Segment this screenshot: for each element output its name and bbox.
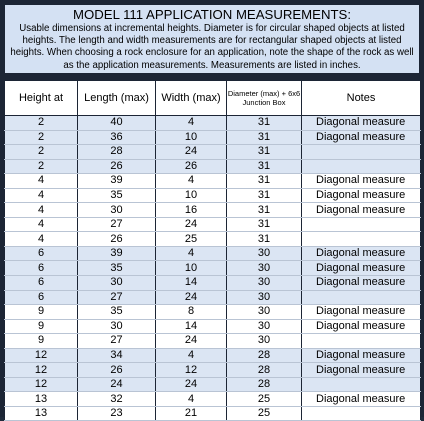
length-cell: 23 (78, 406, 156, 421)
height-cell: 4 (5, 232, 78, 247)
table-row (5, 188, 421, 203)
width-cell: 4 (156, 246, 227, 261)
length-cell: 40 (78, 116, 156, 131)
notes-cell (302, 232, 421, 247)
table-row (5, 377, 421, 392)
table-row (5, 203, 421, 218)
length-cell: 27 (78, 217, 156, 232)
width-cell: 4 (156, 348, 227, 363)
notes-cell (302, 334, 421, 349)
height-cell: 9 (5, 305, 78, 320)
table-row (5, 276, 421, 291)
diameter-cell: 31 (227, 174, 302, 189)
height-cell: 2 (5, 130, 78, 145)
notes-cell (302, 217, 421, 232)
diameter-cell: 31 (227, 130, 302, 145)
diameter-cell: 28 (227, 348, 302, 363)
width-cell: 24 (156, 377, 227, 392)
table-row (5, 217, 421, 232)
table-row (5, 174, 421, 189)
height-cell: 12 (5, 377, 78, 392)
notes-cell (302, 159, 421, 174)
height-cell: 2 (5, 145, 78, 160)
diameter-cell: 25 (227, 406, 302, 421)
table-row (5, 130, 421, 145)
width-cell: 24 (156, 145, 227, 160)
column-header-height: Height at (5, 81, 78, 116)
width-cell: 14 (156, 319, 227, 334)
width-cell: 24 (156, 334, 227, 349)
notes-cell: Diagonal measure (302, 276, 421, 291)
width-cell: 26 (156, 159, 227, 174)
width-cell: 12 (156, 363, 227, 378)
notes-cell: Diagonal measure (302, 203, 421, 218)
table-row (5, 305, 421, 320)
height-cell: 6 (5, 246, 78, 261)
table-row (5, 232, 421, 247)
length-cell: 39 (78, 246, 156, 261)
width-cell: 25 (156, 232, 227, 247)
column-header-width: Width (max) (156, 81, 227, 116)
notes-cell (302, 145, 421, 160)
table-row (5, 319, 421, 334)
table-row (5, 406, 421, 421)
table-row (5, 261, 421, 276)
height-cell: 12 (5, 363, 78, 378)
notes-cell: Diagonal measure (302, 188, 421, 203)
table-row (5, 159, 421, 174)
length-cell: 34 (78, 348, 156, 363)
width-cell: 21 (156, 406, 227, 421)
table-header-row (5, 81, 421, 116)
width-cell: 10 (156, 130, 227, 145)
width-cell: 4 (156, 174, 227, 189)
description-text: Usable dimensions at incremental heights. Diameter is for circular shaped objects at listed heights. The length and width measurements are for rectangular shaped objects at listed heights. When choosing a rock enclosure for an application, note the shape of the rock as well as the application measurements. Measurements are listed in inches. (10, 23, 414, 71)
length-cell: 28 (78, 145, 156, 160)
notes-cell: Diagonal measure (302, 130, 421, 145)
diameter-cell: 30 (227, 276, 302, 291)
height-cell: 4 (5, 203, 78, 218)
width-cell: 24 (156, 217, 227, 232)
length-cell: 26 (78, 159, 156, 174)
length-cell: 36 (78, 130, 156, 145)
notes-cell (302, 290, 421, 305)
width-cell: 4 (156, 392, 227, 407)
length-cell: 30 (78, 319, 156, 334)
table-row (5, 348, 421, 363)
height-cell: 4 (5, 217, 78, 232)
length-cell: 30 (78, 203, 156, 218)
length-cell: 24 (78, 377, 156, 392)
height-cell: 12 (5, 348, 78, 363)
page-title: MODEL 111 APPLICATION MEASUREMENTS: (73, 7, 351, 22)
notes-cell (302, 406, 421, 421)
diameter-cell: 31 (227, 159, 302, 174)
table-row (5, 363, 421, 378)
diameter-cell: 31 (227, 188, 302, 203)
diameter-cell: 31 (227, 232, 302, 247)
column-header-diameter: Diameter (max) + 6x6 Junction Box (227, 81, 302, 116)
table-row (5, 246, 421, 261)
diameter-cell: 30 (227, 319, 302, 334)
diameter-cell: 31 (227, 203, 302, 218)
width-cell: 16 (156, 203, 227, 218)
notes-cell: Diagonal measure (302, 116, 421, 131)
length-cell: 35 (78, 188, 156, 203)
column-header-notes: Notes (302, 81, 421, 116)
diameter-cell: 30 (227, 334, 302, 349)
notes-cell: Diagonal measure (302, 348, 421, 363)
length-cell: 39 (78, 174, 156, 189)
height-cell: 9 (5, 334, 78, 349)
measurements-table (4, 80, 421, 421)
height-cell: 13 (5, 406, 78, 421)
diameter-cell: 25 (227, 392, 302, 407)
length-cell: 26 (78, 232, 156, 247)
diameter-cell: 30 (227, 261, 302, 276)
notes-cell: Diagonal measure (302, 392, 421, 407)
width-cell: 10 (156, 261, 227, 276)
diameter-cell: 31 (227, 145, 302, 160)
table-row (5, 116, 421, 131)
diameter-cell: 28 (227, 363, 302, 378)
height-cell: 6 (5, 276, 78, 291)
height-cell: 2 (5, 116, 78, 131)
notes-cell: Diagonal measure (302, 305, 421, 320)
diameter-cell: 31 (227, 217, 302, 232)
width-cell: 14 (156, 276, 227, 291)
notes-cell: Diagonal measure (302, 319, 421, 334)
width-cell: 8 (156, 305, 227, 320)
width-cell: 24 (156, 290, 227, 305)
table-row (5, 392, 421, 407)
height-cell: 13 (5, 392, 78, 407)
table-row (5, 334, 421, 349)
notes-cell: Diagonal measure (302, 261, 421, 276)
notes-cell: Diagonal measure (302, 363, 421, 378)
column-header-length: Length (max) (78, 81, 156, 116)
width-cell: 10 (156, 188, 227, 203)
length-cell: 35 (78, 261, 156, 276)
diameter-cell: 28 (227, 377, 302, 392)
length-cell: 26 (78, 363, 156, 378)
diameter-cell: 30 (227, 246, 302, 261)
height-cell: 4 (5, 174, 78, 189)
diameter-cell: 30 (227, 305, 302, 320)
header-box (4, 4, 420, 74)
table-body (5, 116, 421, 421)
diameter-cell: 30 (227, 290, 302, 305)
height-cell: 6 (5, 290, 78, 305)
height-cell: 6 (5, 261, 78, 276)
length-cell: 27 (78, 290, 156, 305)
height-cell: 4 (5, 188, 78, 203)
notes-cell: Diagonal measure (302, 246, 421, 261)
length-cell: 35 (78, 305, 156, 320)
table-row (5, 290, 421, 305)
length-cell: 32 (78, 392, 156, 407)
table-row (5, 145, 421, 160)
length-cell: 30 (78, 276, 156, 291)
length-cell: 27 (78, 334, 156, 349)
height-cell: 9 (5, 319, 78, 334)
notes-cell: Diagonal measure (302, 174, 421, 189)
diameter-cell: 31 (227, 116, 302, 131)
width-cell: 4 (156, 116, 227, 131)
notes-cell (302, 377, 421, 392)
height-cell: 2 (5, 159, 78, 174)
